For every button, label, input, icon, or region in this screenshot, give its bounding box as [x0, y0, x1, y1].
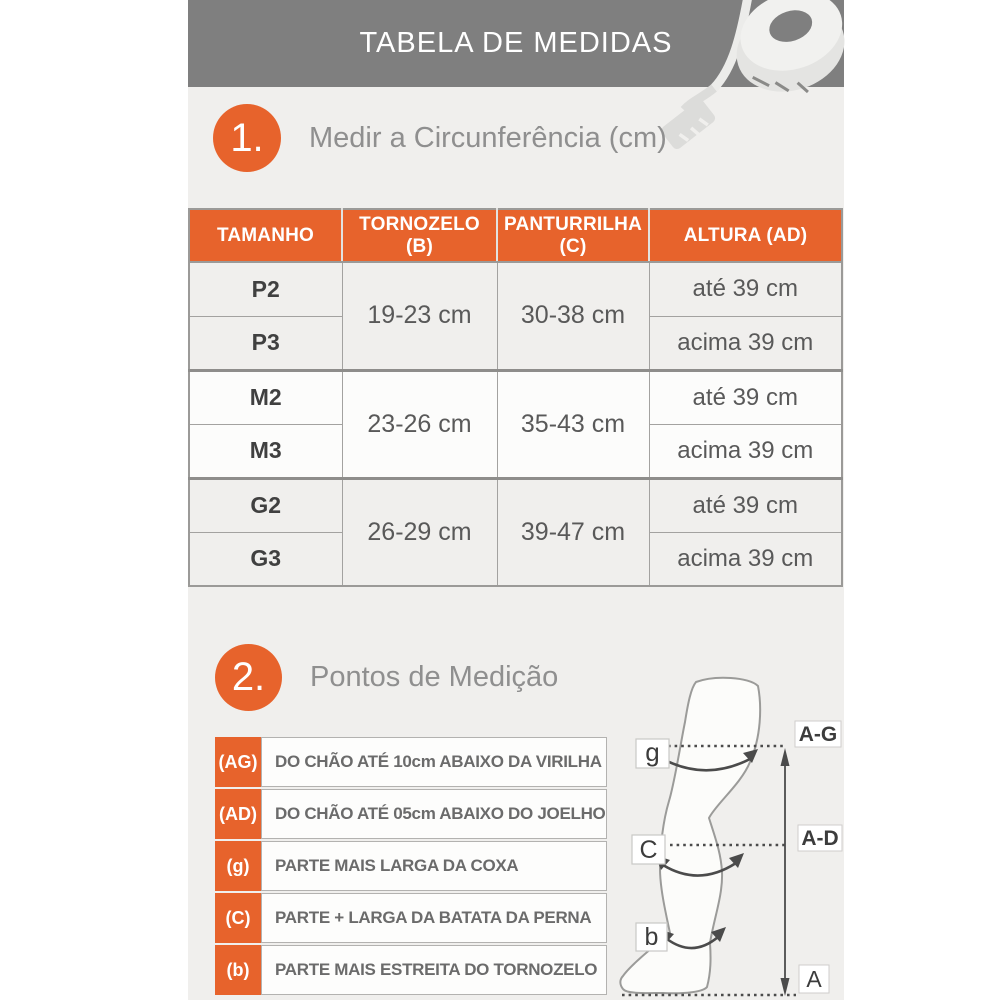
point-text: PARTE MAIS LARGA DA COXA — [261, 841, 607, 891]
step-1-badge — [213, 104, 281, 172]
svg-text:b: b — [644, 923, 659, 951]
leg-measurement-diagram — [615, 675, 845, 1000]
page-title: TABELA DE MEDIDAS — [359, 27, 673, 59]
step-2-number: 2. — [231, 655, 266, 699]
size-table — [188, 208, 843, 587]
step-2-title: Pontos de Medição — [310, 661, 559, 693]
ankle-range-cell: 19-23 cm — [342, 262, 497, 370]
calf-range-cell: 30-38 cm — [497, 262, 649, 370]
point-label: (g) — [215, 841, 261, 891]
calf-range-cell: 35-43 cm — [497, 370, 649, 478]
height-cell: até 39 cm — [649, 370, 842, 424]
height-cell: acima 39 cm — [649, 424, 842, 478]
content-column — [188, 0, 844, 1000]
height-cell: até 39 cm — [649, 478, 842, 532]
step-1-row — [213, 104, 667, 172]
step-1-number: 1. — [230, 115, 264, 160]
table-row — [189, 262, 842, 316]
point-text: PARTE MAIS ESTREITA DO TORNOZELO — [261, 945, 607, 995]
col-header-altura: ALTURA (AD) — [649, 209, 842, 262]
col-header-panturrilha: PANTURRILHA (C) — [497, 209, 649, 262]
measurement-points-list — [215, 737, 607, 997]
svg-text:A: A — [806, 966, 822, 992]
svg-text:C: C — [639, 836, 658, 864]
label-a-g — [795, 721, 841, 747]
list-item — [215, 841, 607, 891]
size-cell: P3 — [189, 316, 342, 370]
point-label: (b) — [215, 945, 261, 995]
point-label: (AG) — [215, 737, 261, 787]
label-g — [636, 737, 669, 768]
point-text: DO CHÃO ATÉ 10cm ABAIXO DA VIRILHA — [261, 737, 607, 787]
svg-text:A-G: A-G — [798, 723, 838, 746]
table-row — [189, 370, 842, 424]
list-item — [215, 737, 607, 787]
size-cell: G2 — [189, 478, 342, 532]
ankle-range-cell: 23-26 cm — [342, 370, 497, 478]
list-item — [215, 893, 607, 943]
step-2-badge — [215, 644, 282, 711]
point-text: DO CHÃO ATÉ 05cm ABAIXO DO JOELHO — [261, 789, 607, 839]
size-cell: M3 — [189, 424, 342, 478]
col-header-tamanho: TAMANHO — [189, 209, 342, 262]
size-cell: M2 — [189, 370, 342, 424]
point-text: PARTE + LARGA DA BATATA DA PERNA — [261, 893, 607, 943]
height-cell: acima 39 cm — [649, 532, 842, 586]
calf-range-cell: 39-47 cm — [497, 478, 649, 586]
svg-text:A-D: A-D — [801, 827, 839, 850]
label-c — [632, 835, 665, 864]
step-2-row — [215, 644, 558, 711]
label-a — [799, 965, 829, 993]
list-item — [215, 789, 607, 839]
table-row — [189, 478, 842, 532]
svg-text:g: g — [645, 737, 660, 767]
size-table-header-row — [189, 209, 842, 262]
label-a-d — [798, 825, 842, 851]
height-cell: até 39 cm — [649, 262, 842, 316]
size-cell: G3 — [189, 532, 342, 586]
size-cell: P2 — [189, 262, 342, 316]
height-arrow — [781, 748, 790, 996]
list-item — [215, 945, 607, 995]
point-label: (C) — [215, 893, 261, 943]
measuring-tape-icon — [640, 0, 845, 160]
point-label: (AD) — [215, 789, 261, 839]
ankle-range-cell: 26-29 cm — [342, 478, 497, 586]
label-b — [636, 923, 667, 951]
height-cell: acima 39 cm — [649, 316, 842, 370]
step-1-title: Medir a Circunferência (cm) — [309, 121, 667, 154]
col-header-tornozelo: TORNOZELO (B) — [342, 209, 497, 262]
